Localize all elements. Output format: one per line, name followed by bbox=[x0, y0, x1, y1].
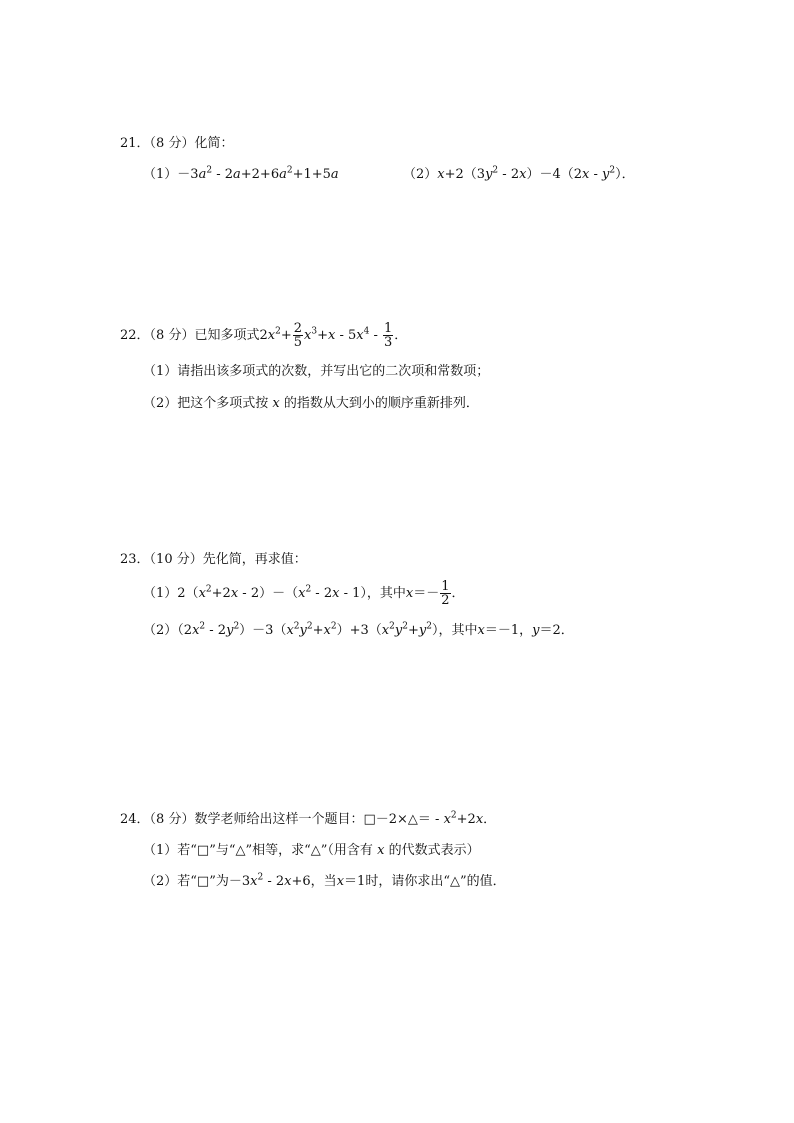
q21-part2-expr: $x+2(3y^2 - 2x)-4(2x - y^2)$． bbox=[437, 165, 635, 182]
q21-part1-label: （1） bbox=[143, 167, 178, 182]
q21-stem: 21．（8 分）化简： bbox=[120, 136, 234, 151]
q22-polynomial: $2x^2+$ $\frac{2}{5}$ $x^3+x - 5x^4$ - $\frac{1}{3}$ ． bbox=[259, 321, 408, 350]
q22-part2-a: （2）把这个多项式按 bbox=[143, 396, 269, 411]
q21-part2-label: （2） bbox=[403, 167, 438, 182]
q24-part2-value: x＝1 bbox=[336, 874, 366, 889]
q24-part2-a: （2）若“□”为 bbox=[143, 874, 229, 889]
q24-part2 bbox=[143, 873, 506, 891]
q22-stem bbox=[120, 322, 407, 349]
q23-part1-label: （1） bbox=[143, 586, 178, 601]
q23-part1-value: x＝－ $\frac{1}{2}$ ． bbox=[405, 579, 465, 608]
q24-part2-c: 时，请你求出“△”的值． bbox=[365, 874, 506, 889]
q22-part2 bbox=[143, 395, 479, 413]
q22-part2-b: 的指数从大到小的顺序重新排列． bbox=[283, 396, 479, 411]
q24-stem-text: 24．（8 分）数学老师给出这样一个题目： bbox=[120, 812, 364, 827]
q21-part1-expr: $-3a^2 - 2a+2+6a^2+1+5a$ bbox=[177, 165, 339, 182]
q23-part2-value: x＝－1，y＝2． bbox=[477, 623, 574, 638]
q24-part2-b: ，当 bbox=[310, 874, 337, 889]
q24-part1-a: （1）若“□”与“△”相等，求“△”（用含有 bbox=[143, 843, 373, 858]
q22-part2-var: x bbox=[272, 396, 280, 411]
q24-part1-b: 的代数式表示） bbox=[388, 843, 480, 858]
q23-part1-cond: ，其中 bbox=[366, 586, 406, 601]
q22-part1: （1）请指出该多项式的次数，并写出它的二次项和常数项； bbox=[143, 364, 490, 379]
q24-stem bbox=[120, 811, 496, 829]
q23-part2 bbox=[143, 622, 574, 640]
q23-part2-expr: $(2x^2 - 2y^2)-3(x^2y^2+x^2)+3(x^2y^2+y^2)$ bbox=[177, 621, 439, 638]
q23-part1 bbox=[143, 580, 465, 607]
q22-fraction: $\frac{2}{5}$ bbox=[293, 321, 302, 350]
q22-stem-text: 22．（8 分）已知多项式 bbox=[120, 328, 260, 343]
q24-equation: □－2×△＝ - $x^2+2x$． bbox=[363, 810, 497, 827]
q21-part1 bbox=[143, 166, 339, 184]
q24-part2-expr: $-3x^2 - 2x+6$ bbox=[228, 872, 311, 889]
q23-fraction: $\frac{1}{2}$ bbox=[441, 579, 450, 608]
q23-part2-cond: ，其中 bbox=[438, 623, 478, 638]
q21-part2 bbox=[403, 166, 635, 184]
q23-part2-label: （2） bbox=[143, 623, 178, 638]
q23-part1-expr: $2(x^2+2x - 2)-(x^2 - 2x - 1)$ bbox=[177, 584, 367, 601]
q22-tail-fraction: $\frac{1}{3}$ bbox=[384, 321, 393, 350]
q24-part1-var: x bbox=[377, 843, 385, 858]
q24-part1 bbox=[143, 842, 480, 860]
q23-stem: 23．（10 分）先化简，再求值： bbox=[120, 552, 307, 567]
